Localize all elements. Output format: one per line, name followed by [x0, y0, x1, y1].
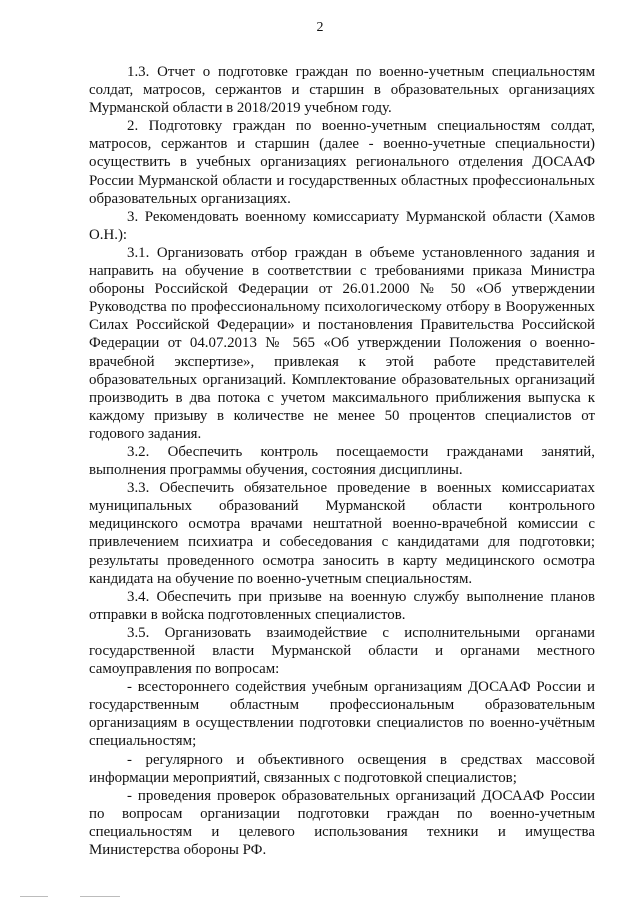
paragraph-3: 3. Рекомендовать военному комиссариату Мурманской области (Хамов О.Н.):	[89, 208, 595, 243]
paragraph-3-2: 3.2. Обеспечить контроль посещаемости гражданами занятий, выполнения программы обучения, состояния дисциплины.	[89, 443, 595, 479]
list-item-inspections: - проведения проверок образовательных организаций ДОСААФ России по вопросам организации подготовки граждан по военно-учетным специальностям и целевого использования техники и имущества Министерства обороны РФ.	[89, 787, 595, 859]
paragraph-3-3: 3.3. Обеспечить обязательное проведение в военных комиссариатах муниципальных образований Мурманской области контрольного медицинского осмотра врачами нештатной военно-врачебной комиссии с привлечением психиатра и собеседования с кандидатами для подготовки; результаты проведенного осмотра заносить в карту медицинского осмотра кандидата на обучение по военно-учетным специальностям.	[89, 480, 595, 587]
paragraph-3-1: 3.1. Организовать отбор граждан в объеме установленного задания и направить на обучение в соответствии с требованиями приказа Министра обороны Российской Федерации от 26.01.2000 № 50 «Об утверждении Руководства по профессиональному психологическому отбору в Вооруженных Силах Российской Федерации» и постановления Правительства Российской Федерации от 04.07.2013 № 565 «Об утверждении Положения о военно-врачебной экспертизе», привлекая к этой работе представителей образовательных организаций. Комплектование образовательных организаций производить в два потока с учетом максимального приближения выпуска к каждому призыву в количестве не менее 50 процентов специалистов от годового задания.	[89, 244, 595, 442]
paragraph-3-5: 3.5. Организовать взаимодействие с исполнительными органами государственной власти Мурманской области и органами местного самоуправления по вопросам:	[89, 624, 595, 678]
list-item-support: - всестороннего содействия учебным организациям ДОСААФ России и государственным областным профессиональным образовательным организациям в осуществлении подготовки специалистов по военно-учётным специальностям;	[89, 679, 595, 750]
paragraph-3-4: 3.4. Обеспечить при призыве на военную службу выполнение планов отправки в войска подготовленных специалистов.	[89, 588, 595, 623]
list-item-media: - регулярного и объективного освещения в средствах массовой информации мероприятий, связанных с подготовкой специалистов;	[89, 751, 595, 786]
paragraph-2: 2. Подготовку граждан по военно-учетным специальностям солдат, матросов, сержантов и старшин (далее - военно-учетные специальности) осуществить в учебных организациях регионального отделения ДОСААФ России Мурманской области и государственных областных профессиональных образовательных организациях.	[89, 118, 595, 207]
document-body	[89, 63, 595, 859]
footer-line-left	[20, 896, 48, 897]
footer-line-right	[80, 896, 120, 897]
page-number: 2	[316, 20, 324, 35]
paragraph-1-3: 1.3. Отчет о подготовке граждан по военно-учетным специальностям солдат, матросов, сержантов и старшин в образовательных организациях Мурманской области в 2018/2019 учебном году.	[89, 64, 595, 117]
